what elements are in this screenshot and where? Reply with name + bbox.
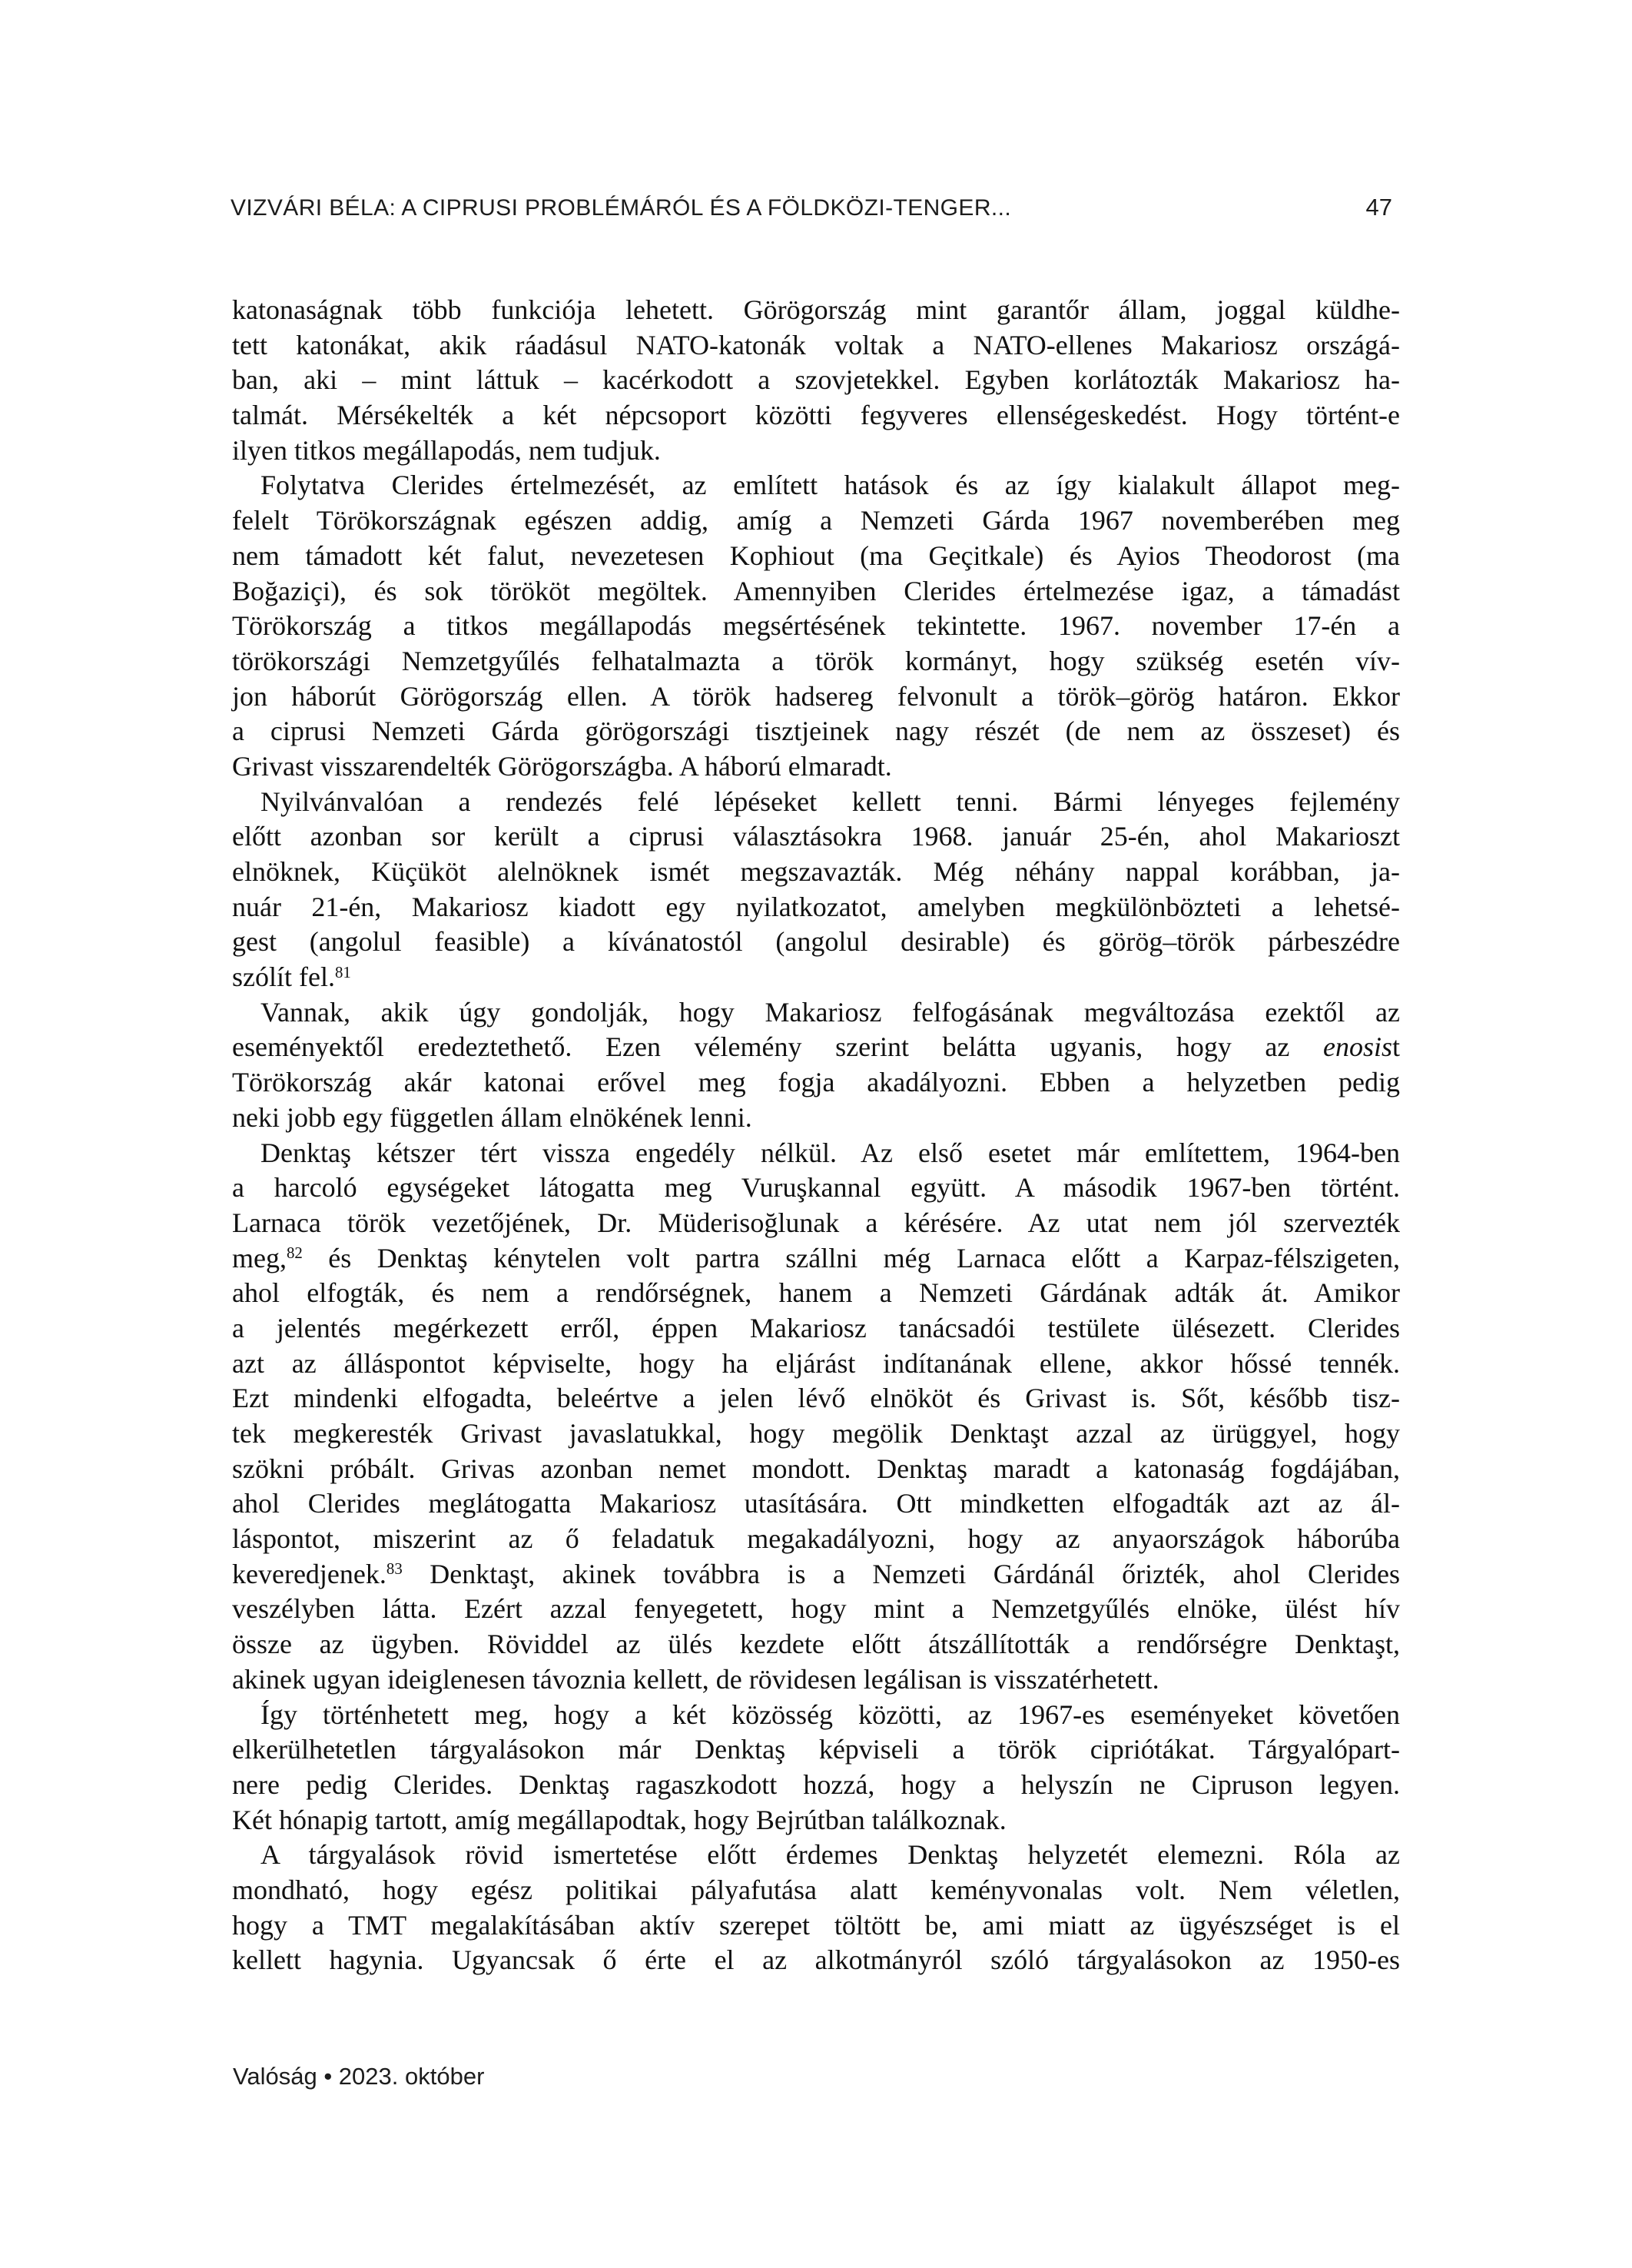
body-text	[232, 293, 1400, 1978]
text-line: Ezt mindenki elfogadta, beleértve a jelen lévő elnököt és Grivast is. Sőt, később tisz-	[232, 1383, 1400, 1414]
text-line: ahol Clerides meglátogatta Makariosz utasítására. Ott mindketten elfogadták azt az ál-	[232, 1488, 1400, 1519]
text-line: össze az ügyben. Röviddel az ülés kezdete előtt átszállították a rendőrségre Denktaşt,	[232, 1629, 1400, 1660]
text-line: nuár 21-én, Makariosz kiadott egy nyilatkozatot, amelyben megkülönbözteti a lehetsé-	[232, 891, 1400, 922]
text-line: Két hónapig tartott, amíg megállapodtak, hogy Bejrútban találkoznak.	[232, 1804, 1007, 1835]
page-number: 47	[1365, 194, 1392, 221]
text-line: felelt Törökországnak egészen addig, amíg a Nemzeti Gárda 1967 novemberében meg	[232, 505, 1400, 536]
text-line: Folytatva Clerides értelmezését, az említett hatások és az így kialakult állapot meg-	[260, 470, 1400, 501]
footnote-reference: 81	[334, 962, 351, 981]
text-line: Boğaziçi), és sok törököt megöltek. Amennyiben Clerides értelmezése igaz, a támadást	[232, 575, 1400, 606]
text-line: mondható, hogy egész politikai pályafutása alatt keményvonalas volt. Nem véletlen,	[232, 1874, 1400, 1905]
text-line: talmát. Mérsékelték a két népcsoport közötti fegyveres ellenségeskedést. Hogy történt-e	[232, 400, 1400, 431]
text-line: Denktaş kétszer tért vissza engedély nélkül. Az első esetet már említettem, 1964-ben	[260, 1137, 1400, 1168]
running-header	[231, 194, 1392, 221]
text-line: keveredjenek.$^{83}$ Denktaşt, akinek továbbra is a Nemzeti Gárdánál őrizték, ahol Clerides	[232, 1558, 1400, 1589]
text-line: meg,$^{82}$ és Denktaş kénytelen volt partra szállni még Larnaca előtt a Karpaz-félszigeten,	[232, 1242, 1400, 1273]
footnote-reference: 82	[286, 1244, 303, 1263]
text-line: nem támadott két falut, nevezetesen Kophiout (ma Geçitkale) és Ayios Theodorost (ma	[232, 540, 1400, 571]
text-line: tett katonákat, akik ráadásul NATO-katonák voltak a NATO-ellenes Makariosz országá-	[232, 329, 1400, 360]
text-line: gest (angolul feasible) a kívánatostól (angolul desirable) és görög–török párbeszédre	[232, 926, 1400, 958]
text-line: Így történhetett meg, hogy a két közösség közötti, az 1967-es eseményeket követően	[260, 1699, 1400, 1730]
text-line: ahol elfogták, és nem a rendőrségnek, hanem a Nemzeti Gárdának adták át. Amikor	[232, 1277, 1400, 1309]
running-header-title: VIZVÁRI BÉLA: A CIPRUSI PROBLÉMÁRÓL ÉS A FÖLDKÖZI-TENGER...	[231, 195, 1012, 221]
text-line: törökországi Nemzetgyűlés felhatalmazta a török kormányt, hogy szükség esetén vív-	[232, 645, 1400, 676]
page-footer	[233, 2063, 484, 2090]
text-line: láspontot, miszerint az ő feladatuk megakadályozni, hogy az anyaországok háborúba	[232, 1523, 1400, 1555]
text-line: nere pedig Clerides. Denktaş ragaszkodott hozzá, hogy a helyszín ne Cipruson legyen.	[232, 1768, 1400, 1800]
text-line: veszélyben látta. Ezért azzal fenyegetett, hogy mint a Nemzetgyűlés elnöke, ülést hív	[232, 1593, 1400, 1625]
text-line: Törökország akár katonai erővel meg fogja akadályozni. Ebben a helyzetben pedig	[232, 1067, 1400, 1098]
footnote-reference: 83	[386, 1559, 403, 1579]
text-line: katonaságnak több funkciója lehetett. Görögország mint garantőr állam, joggal küldhe-	[232, 294, 1400, 325]
text-line: akinek ugyan ideiglenesen távoznia kellett, de rövidesen legálisan is visszatérhetett.	[232, 1663, 1159, 1695]
text-line: elkerülhetetlen tárgyalásokon már Denktaş képviseli a török cipriótákat. Tárgyalópart-	[232, 1734, 1400, 1765]
text-line: előtt azonban sor került a ciprusi választásokra 1968. január 25-én, ahol Makarioszt	[232, 821, 1400, 852]
text-line: Törökország a titkos megállapodás megsértésének tekintette. 1967. november 17-én a	[232, 610, 1400, 642]
text-line: eseményektől eredeztethető. Ezen vélemény szerint belátta ugyanis, hogy az enosist	[232, 1031, 1400, 1063]
text-line: kellett hagynia. Ugyancsak ő érte el az alkotmányról szóló tárgyalásokon az 1950-es	[232, 1944, 1400, 1976]
text-line: Vannak, akik úgy gondolják, hogy Makariosz felfogásának megváltozása ezektől az	[260, 996, 1400, 1028]
footer-journal-label: Valóság • 2023. október	[233, 2063, 485, 2090]
text-line: a ciprusi Nemzeti Gárda görögországi tisztjeinek nagy részét (de nem az összeset) és	[232, 716, 1400, 747]
text-line: a harcoló egységeket látogatta meg Vuruşkannal együtt. A második 1967-ben történt.	[232, 1172, 1400, 1204]
text-line: tek megkeresték Grivast javaslatukkal, hogy megölik Denktaşt azzal az ürüggyel, hogy	[232, 1418, 1400, 1449]
text-line: a jelentés megérkezett erről, éppen Makariosz tanácsadói testülete ülésezett. Clerides	[232, 1312, 1400, 1343]
italic-term: enosis	[1322, 1031, 1392, 1063]
text-line: szökni próbált. Grivas azonban nemet mondott. Denktaş maradt a katonaság fogdájában,	[232, 1453, 1400, 1484]
text-line: A tárgyalások rövid ismertetése előtt érdemes Denktaş helyzetét elemezni. Róla az	[260, 1839, 1400, 1871]
text-line: ban, aki – mint láttuk – kacérkodott a szovjetekkel. Egyben korlátozták Makariosz ha-	[232, 364, 1400, 396]
text-line: Grivast visszarendelték Görögországba. A háború elmaradt.	[232, 750, 892, 782]
text-line: hogy a TMT megalakításában aktív szerepet töltött be, ami miatt az ügyészséget is el	[232, 1909, 1400, 1941]
text-line: neki jobb egy független állam elnökének lenni.	[232, 1101, 752, 1133]
text-line: jon háborút Görögország ellen. A török hadsereg felvonult a török–görög határon. Ekkor	[232, 680, 1400, 712]
text-line: azt az álláspontot képviselte, hogy ha eljárást indítanának ellene, akkor hőssé tennék.	[232, 1347, 1400, 1379]
text-line: Larnaca török vezetőjének, Dr. Müderisoğlunak a kérésére. Az utat nem jól szervezték	[232, 1207, 1400, 1238]
text-line: szólít fel.$^{81}$	[232, 961, 351, 993]
text-line: elnöknek, Küçüköt alelnöknek ismét megszavazták. Még néhány nappal korábban, ja-	[232, 856, 1400, 887]
text-line: Nyilvánvalóan a rendezés felé lépéseket kellett tenni. Bármi lényeges fejlemény	[260, 785, 1400, 817]
text-line: ilyen titkos megállapodás, nem tudjuk.	[232, 434, 661, 466]
